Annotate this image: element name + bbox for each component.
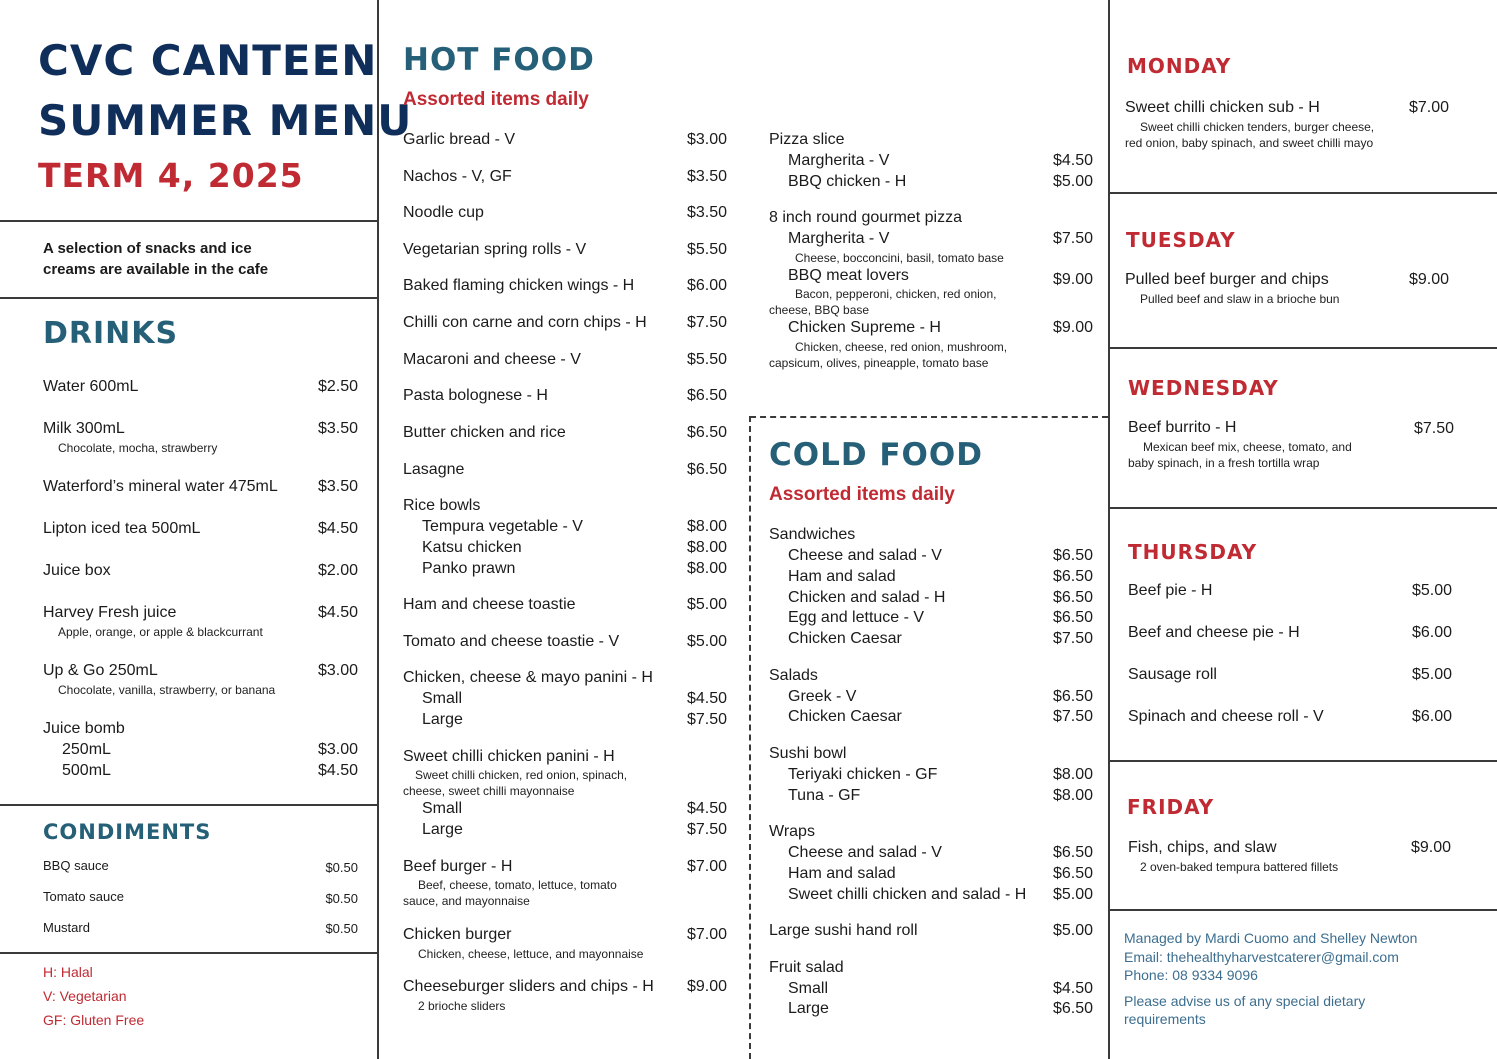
hot-food-heading: HOT FOOD xyxy=(403,42,595,78)
hot-food-price: $8.00 xyxy=(686,539,727,556)
contact-email[interactable]: Email: thehealthyharvestcaterer@gmail.com xyxy=(1124,949,1399,965)
drink-price: $3.50 xyxy=(317,478,358,495)
hot-food-item: Macaroni and cheese - V xyxy=(403,351,581,368)
day-heading-thursday: THURSDAY xyxy=(1128,540,1258,564)
cold-food-price: $5.00 xyxy=(1052,922,1093,939)
cold-food-sub-item: Egg and lettuce - V xyxy=(788,609,925,626)
special-price: $9.00 xyxy=(1410,839,1451,856)
divider-wednesday-bottom xyxy=(1108,507,1497,509)
drink-price: $3.00 xyxy=(317,741,358,758)
drink-price: $4.50 xyxy=(317,520,358,537)
hot-food-price: $4.50 xyxy=(686,690,727,707)
cold-food-price: $8.00 xyxy=(1052,787,1093,804)
cold-food-group: Salads xyxy=(769,667,818,684)
cold-food-price: $6.50 xyxy=(1052,609,1093,626)
special-item: Spinach and cheese roll - V xyxy=(1128,708,1324,725)
hot-food-item: Tomato and cheese toastie - V xyxy=(403,633,620,650)
drink-name: Juice box xyxy=(43,562,111,579)
hot-food-sub-item: Large xyxy=(422,711,463,728)
pizza-desc-line: Chicken, cheese, red onion, mushroom, xyxy=(795,340,1008,354)
hot-food-price: $7.50 xyxy=(686,711,727,728)
special-price: $7.50 xyxy=(1413,420,1454,437)
hot-food-item: Butter chicken and rice xyxy=(403,424,566,441)
condiment-name: BBQ sauce xyxy=(43,858,109,873)
condiment-price: $0.50 xyxy=(325,860,358,875)
cold-food-group: Wraps xyxy=(769,823,815,840)
drink-price: $3.50 xyxy=(317,420,358,437)
hot-food-item: Vegetarian spring rolls - V xyxy=(403,241,587,258)
hot-food-price: $6.50 xyxy=(686,424,727,441)
hot-food-desc-line: sauce, and mayonnaise xyxy=(403,894,530,908)
special-desc: Pulled beef and slaw in a brioche bun xyxy=(1140,292,1340,306)
cafe-note-line1: A selection of snacks and ice xyxy=(43,240,252,257)
cold-food-price: $4.50 xyxy=(1052,980,1093,997)
hot-food-item: Chicken, cheese & mayo panini - H xyxy=(403,669,653,686)
cold-food-group: Fruit salad xyxy=(769,959,844,976)
cold-food-price: $7.50 xyxy=(1052,708,1093,725)
cold-food-price: $6.50 xyxy=(1052,1000,1093,1017)
special-price: $6.00 xyxy=(1411,708,1452,725)
gourmet-pizza-heading: 8 inch round gourmet pizza xyxy=(769,209,962,226)
special-price: $7.00 xyxy=(1408,99,1449,116)
drink-sub-name: 250mL xyxy=(62,741,111,758)
drink-name: Water 600mL xyxy=(43,378,139,395)
cold-food-sub-item: Sweet chilli chicken and salad - H xyxy=(788,886,1027,903)
hot-food-desc-line: Beef, cheese, tomato, lettuce, tomato xyxy=(418,878,617,892)
drink-name: Lipton iced tea 500mL xyxy=(43,520,201,537)
hot-food-price: $8.00 xyxy=(686,518,727,535)
legend-gluten-free: GF: Gluten Free xyxy=(43,1012,145,1028)
hot-food-price: $6.50 xyxy=(686,387,727,404)
drink-name: Harvey Fresh juice xyxy=(43,604,177,621)
special-price: $5.00 xyxy=(1411,666,1452,683)
divider-title-bottom xyxy=(0,220,378,222)
hot-food-price: $7.50 xyxy=(686,314,727,331)
special-desc-line: baby spinach, in a fresh tortilla wrap xyxy=(1128,456,1320,470)
special-item: Beef burrito - H xyxy=(1128,419,1237,436)
hot-food-price: $8.00 xyxy=(686,560,727,577)
hot-food-item: Nachos - V, GF xyxy=(403,168,512,185)
condiment-price: $0.50 xyxy=(325,891,358,906)
drink-price: $2.50 xyxy=(317,378,358,395)
cold-food-price: $8.00 xyxy=(1052,766,1093,783)
hot-food-price: $3.50 xyxy=(686,204,727,221)
hot-food-desc: Chicken, cheese, lettuce, and mayonnaise xyxy=(418,947,644,961)
hot-food-price: $5.00 xyxy=(686,633,727,650)
hot-food-item: Sweet chilli chicken panini - H xyxy=(403,748,615,765)
pizza-desc-line: Bacon, pepperoni, chicken, red onion, xyxy=(795,287,997,301)
cold-food-price: $5.00 xyxy=(1052,886,1093,903)
cold-food-sub-item: Chicken and salad - H xyxy=(788,589,946,606)
pizza-sub-item: BBQ meat lovers xyxy=(788,267,909,284)
cold-food-heading: COLD FOOD xyxy=(769,437,983,473)
special-item: Beef and cheese pie - H xyxy=(1128,624,1300,641)
cold-food-sub-item: Large xyxy=(788,1000,829,1017)
condiment-price: $0.50 xyxy=(325,921,358,936)
pizza-desc-line: cheese, BBQ base xyxy=(769,303,870,317)
page-title-line1: CVC CANTEEN xyxy=(38,36,378,85)
special-item: Fish, chips, and slaw xyxy=(1128,839,1277,856)
hot-food-sub-item: Tempura vegetable - V xyxy=(422,518,583,535)
cold-food-sub-item: Teriyaki chicken - GF xyxy=(788,766,938,783)
dietary-note-line2: requirements xyxy=(1124,1011,1206,1027)
special-item: Sausage roll xyxy=(1128,666,1217,683)
hot-food-item: Baked flaming chicken wings - H xyxy=(403,277,635,294)
drink-price: $2.00 xyxy=(317,562,358,579)
hot-food-sub-item: Small xyxy=(422,690,463,707)
special-desc-line: Sweet chilli chicken tenders, burger cheese, xyxy=(1140,120,1375,134)
pizza-desc xyxy=(769,286,1049,318)
cold-food-sub-item: Tuna - GF xyxy=(788,787,861,804)
pizza-sub-item: BBQ chicken - H xyxy=(788,173,907,190)
contact-managed-by: Managed by Mardi Cuomo and Shelley Newton xyxy=(1124,930,1418,946)
pizza-sub-item: Margherita - V xyxy=(788,230,890,247)
cafe-note-line2: creams are available in the cafe xyxy=(43,261,269,278)
hot-food-sub-item: Katsu chicken xyxy=(422,539,522,556)
hot-food-desc: 2 brioche sliders xyxy=(418,999,506,1013)
pizza-sub-item: Margherita - V xyxy=(788,152,890,169)
special-item: Pulled beef burger and chips xyxy=(1125,271,1329,288)
special-item: Beef pie - H xyxy=(1128,582,1213,599)
hot-food-item: Lasagne xyxy=(403,461,465,478)
cold-food-sub-item: Cheese and salad - V xyxy=(788,547,942,564)
drink-price: $3.00 xyxy=(317,662,358,679)
hot-food-item: Chilli con carne and corn chips - H xyxy=(403,314,647,331)
hot-food-price: $3.50 xyxy=(686,168,727,185)
cold-food-sub-item: Chicken Caesar xyxy=(788,708,902,725)
drink-sub-name: 500mL xyxy=(62,762,111,779)
hot-food-item: Rice bowls xyxy=(403,497,481,514)
cold-food-price: $6.50 xyxy=(1052,589,1093,606)
hot-food-price: $9.00 xyxy=(686,978,727,995)
cold-food-price: $6.50 xyxy=(1052,568,1093,585)
legend-vegetarian: V: Vegetarian xyxy=(43,988,127,1004)
cafe-note xyxy=(43,238,268,280)
pizza-sub-item: Chicken Supreme - H xyxy=(788,319,941,336)
day-heading-tuesday: TUESDAY xyxy=(1126,228,1236,252)
hot-food-desc xyxy=(403,767,693,799)
divider-right xyxy=(1108,0,1110,1059)
drink-name: Waterford’s mineral water 475mL xyxy=(43,478,278,495)
hot-food-price: $5.50 xyxy=(686,351,727,368)
cold-food-sub-item: Small xyxy=(788,980,829,997)
divider-drinks-bottom xyxy=(0,804,378,806)
hot-food-price: $5.50 xyxy=(686,241,727,258)
condiment-name: Mustard xyxy=(43,920,90,935)
divider-thursday-bottom xyxy=(1108,760,1497,762)
drink-desc: Apple, orange, or apple & blackcurrant xyxy=(58,625,263,639)
day-heading-friday: FRIDAY xyxy=(1127,795,1215,819)
hot-food-sub-item: Small xyxy=(422,800,463,817)
hot-food-desc-line: cheese, sweet chilli mayonnaise xyxy=(403,784,575,798)
cold-food-price: $6.50 xyxy=(1052,844,1093,861)
cold-food-price: $7.50 xyxy=(1052,630,1093,647)
pizza-desc xyxy=(769,339,1059,371)
special-desc xyxy=(1128,439,1428,471)
hot-food-price: $6.00 xyxy=(686,277,727,294)
hot-food-price: $6.50 xyxy=(686,461,727,478)
drink-desc: Chocolate, vanilla, strawberry, or banana xyxy=(58,683,276,697)
hot-food-price: $3.00 xyxy=(686,131,727,148)
cold-food-subheading: Assorted items daily xyxy=(769,484,955,505)
divider-tuesday-bottom xyxy=(1108,347,1497,349)
condiment-name: Tomato sauce xyxy=(43,889,124,904)
divider-friday-bottom xyxy=(1108,909,1497,911)
hot-food-desc xyxy=(403,877,693,909)
contact-phone[interactable]: Phone: 08 9334 9096 xyxy=(1124,967,1258,983)
special-desc xyxy=(1125,119,1425,151)
cold-food-sub-item: Ham and salad xyxy=(788,568,896,585)
hot-food-item: Ham and cheese toastie xyxy=(403,596,576,613)
hot-food-item: Garlic bread - V xyxy=(403,131,516,148)
pizza-price: $9.00 xyxy=(1052,319,1093,336)
cold-food-price: $6.50 xyxy=(1052,865,1093,882)
cold-food-sub-item: Chicken Caesar xyxy=(788,630,902,647)
hot-food-item: Cheeseburger sliders and chips - H xyxy=(403,978,654,995)
hot-food-desc-line: Sweet chilli chicken, red onion, spinach, xyxy=(415,768,628,782)
dietary-note-line1: Please advise us of any special dietary xyxy=(1124,993,1366,1009)
drink-desc: Chocolate, mocha, strawberry xyxy=(58,441,218,455)
term-label: TERM 4, 2025 xyxy=(38,156,304,195)
drink-name: Milk 300mL xyxy=(43,420,125,437)
cold-food-sub-item: Ham and salad xyxy=(788,865,896,882)
cold-food-group: Sandwiches xyxy=(769,526,856,543)
drink-name: Up & Go 250mL xyxy=(43,662,158,679)
divider-cold-food-top xyxy=(750,416,1108,418)
pizza-price: $5.00 xyxy=(1052,173,1093,190)
drink-price: $4.50 xyxy=(317,604,358,621)
drink-name: Juice bomb xyxy=(43,720,125,737)
pizza-slice-heading: Pizza slice xyxy=(769,131,845,148)
special-price: $6.00 xyxy=(1411,624,1452,641)
hot-food-price: $7.50 xyxy=(686,821,727,838)
day-heading-wednesday: WEDNESDAY xyxy=(1128,376,1279,400)
drinks-heading: DRINKS xyxy=(43,316,179,351)
pizza-price: $7.50 xyxy=(1052,230,1093,247)
hot-food-item: Chicken burger xyxy=(403,926,512,943)
special-desc: 2 oven-baked tempura battered fillets xyxy=(1140,860,1339,874)
divider-condiments-bottom xyxy=(0,952,378,954)
day-heading-monday: MONDAY xyxy=(1127,54,1232,78)
special-desc-line: Mexican beef mix, cheese, tomato, and xyxy=(1143,440,1352,454)
cold-food-group: Large sushi hand roll xyxy=(769,922,918,939)
pizza-price: $9.00 xyxy=(1052,271,1093,288)
drink-price: $4.50 xyxy=(317,762,358,779)
pizza-price: $4.50 xyxy=(1052,152,1093,169)
hot-food-price: $7.00 xyxy=(686,926,727,943)
hot-food-item: Beef burger - H xyxy=(403,858,513,875)
cold-food-group: Sushi bowl xyxy=(769,745,847,762)
divider-monday-bottom xyxy=(1108,192,1497,194)
special-item: Sweet chilli chicken sub - H xyxy=(1125,99,1320,116)
page-title-line2: SUMMER MENU xyxy=(38,96,413,145)
cold-food-sub-item: Cheese and salad - V xyxy=(788,844,942,861)
hot-food-item: Noodle cup xyxy=(403,204,484,221)
special-desc-line: red onion, baby spinach, and sweet chilli mayo xyxy=(1125,136,1374,150)
divider-cold-food-left xyxy=(749,416,751,1059)
cold-food-price: $6.50 xyxy=(1052,688,1093,705)
pizza-desc: Cheese, bocconcini, basil, tomato base xyxy=(795,251,1004,265)
condiments-heading: CONDIMENTS xyxy=(43,820,212,844)
hot-food-sub-item: Large xyxy=(422,821,463,838)
hot-food-price: $4.50 xyxy=(686,800,727,817)
legend-halal: H: Halal xyxy=(43,964,93,980)
hot-food-price: $5.00 xyxy=(686,596,727,613)
divider-cafe-bottom xyxy=(0,297,378,299)
cold-food-sub-item: Greek - V xyxy=(788,688,857,705)
hot-food-sub-item: Panko prawn xyxy=(422,560,516,577)
hot-food-item: Pasta bolognese - H xyxy=(403,387,548,404)
divider-left xyxy=(377,0,379,1059)
dietary-note xyxy=(1124,992,1365,1028)
special-price: $5.00 xyxy=(1411,582,1452,599)
hot-food-subheading: Assorted items daily xyxy=(403,89,589,110)
hot-food-price: $7.00 xyxy=(686,858,727,875)
pizza-desc-line: capsicum, olives, pineapple, tomato base xyxy=(769,356,989,370)
special-price: $9.00 xyxy=(1408,271,1449,288)
cold-food-price: $6.50 xyxy=(1052,547,1093,564)
